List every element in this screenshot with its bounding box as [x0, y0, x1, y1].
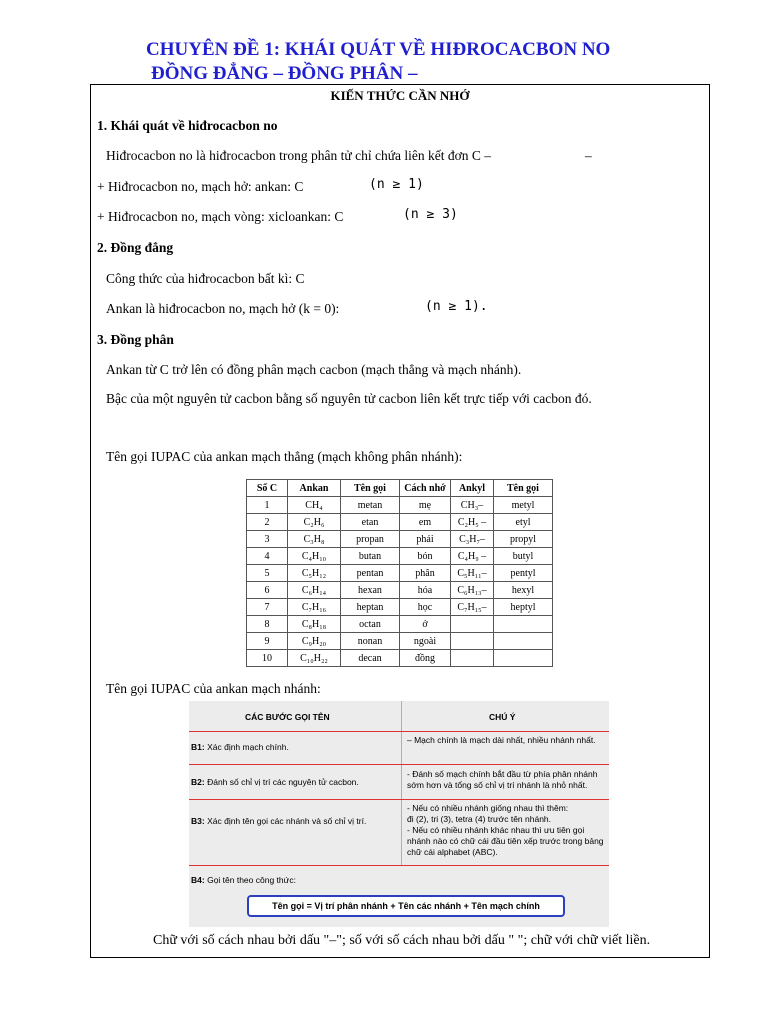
table-cell: C₆H₁₄: [288, 582, 341, 599]
table-cell: C₃H₈: [288, 531, 341, 548]
table-cell: ở: [400, 616, 451, 633]
section-3-heading: 3. Đồng phân: [97, 332, 174, 347]
table-header-row: [247, 480, 553, 497]
table-cell: C₈H₁₈: [288, 616, 341, 633]
table-cell: C₂H₅ –: [451, 514, 494, 531]
table-cell: 4: [247, 548, 288, 565]
table-cell: propyl: [494, 531, 553, 548]
alkane-formula-text: + Hiđrocacbon no, mạch hở: ankan: C: [97, 179, 304, 194]
table-cell: propan: [341, 531, 400, 548]
carbon-order-text: Bậc của một nguyên tử cacbon bằng số nguyên tử cacbon liên kết trực tiếp với cacbon đó.: [106, 391, 592, 406]
section-1-definition-tail: –: [585, 148, 592, 163]
step-b3: B3: Xác định tên gọi các nhánh và số chỉ vị trí.: [191, 816, 367, 826]
table-cell: 9: [247, 633, 288, 650]
box-header: KIẾN THỨC CẦN NHỚ: [330, 88, 470, 103]
table-cell: mẹ: [400, 497, 451, 514]
step-b4: B4: Gọi tên theo công thức:: [191, 875, 296, 885]
table-cell: hexyl: [494, 582, 553, 599]
alkane-definition-condition: (n ≥ 1).: [425, 299, 488, 314]
table-cell: butan: [341, 548, 400, 565]
table-cell: hexan: [341, 582, 400, 599]
section-2-heading: 2. Đồng đẳng: [97, 240, 174, 255]
table-cell: C₇H₁₆: [288, 599, 341, 616]
step-b2: B2: Đánh số chỉ vị trí các nguyên tử cacbon.: [191, 777, 359, 787]
table-cell: C₅H₁₁–: [451, 565, 494, 582]
table-cell: C₃H₇–: [451, 531, 494, 548]
table-cell: [451, 616, 494, 633]
section-1-heading: 1. Khái quát về hiđrocacbon no: [97, 118, 278, 133]
table-cell: [451, 633, 494, 650]
knowledge-box: [90, 84, 710, 958]
table-cell: 2: [247, 514, 288, 531]
table-header-cell: Ankan: [288, 480, 341, 497]
general-formula-text: Công thức của hiđrocacbon bất kì: C: [106, 271, 305, 286]
alkane-name-table: [246, 479, 553, 667]
table-header-cell: Ankyl: [451, 480, 494, 497]
table-row: [247, 565, 553, 582]
table-cell: 10: [247, 650, 288, 667]
isomer-text: Ankan từ C trở lên có đồng phân mạch cacbon (mạch thẳng và mạch nhánh).: [106, 362, 522, 377]
naming-steps-table: [189, 701, 609, 927]
table-row: [247, 582, 553, 599]
table-cell: CH₄: [288, 497, 341, 514]
steps-header-notes: CHÚ Ý: [489, 712, 516, 722]
table-cell: heptyl: [494, 599, 553, 616]
step-b1: B1: Xác định mạch chính.: [191, 742, 289, 752]
table-cell: metan: [341, 497, 400, 514]
table-cell: octan: [341, 616, 400, 633]
alkane-definition: Ankan là hiđrocacbon no, mạch hở (k = 0):: [106, 301, 340, 316]
step-row: [189, 765, 609, 800]
table-cell: CH₃–: [451, 497, 494, 514]
table-cell: đồng: [400, 650, 451, 667]
table-cell: phải: [400, 531, 451, 548]
table-cell: pentyl: [494, 565, 553, 582]
table-row: [247, 548, 553, 565]
step-row: [189, 732, 609, 765]
table-header-cell: Tên gọi: [494, 480, 553, 497]
table-row: [247, 497, 553, 514]
table-cell: C₇H₁₅–: [451, 599, 494, 616]
table-cell: C₁₀H₂₂: [288, 650, 341, 667]
table-cell: 7: [247, 599, 288, 616]
document-subtitle: ĐỒNG ĐẲNG – ĐỒNG PHÂN –: [151, 63, 418, 84]
table-cell: 8: [247, 616, 288, 633]
document-title: CHUYÊN ĐỀ 1: KHÁI QUÁT VỀ HIĐROCACBON NO: [146, 39, 611, 60]
steps-header-steps: CÁC BƯỚC GỌI TÊN: [245, 712, 330, 722]
table-cell: [494, 633, 553, 650]
section-1-definition: Hiđrocacbon no là hiđrocacbon trong phân tử chỉ chứa liên kết đơn C –: [106, 148, 492, 163]
naming-formula: Tên gọi = Vị trí phân nhánh + Tên các nhánh + Tên mạch chính: [247, 895, 565, 917]
table-cell: 1: [247, 497, 288, 514]
table-cell: 3: [247, 531, 288, 548]
table-cell: hóa: [400, 582, 451, 599]
table-cell: nonan: [341, 633, 400, 650]
table-row: [247, 650, 553, 667]
table-header-cell: Tên gọi: [341, 480, 400, 497]
table-cell: heptan: [341, 599, 400, 616]
table-cell: ngoài: [400, 633, 451, 650]
table-cell: butyl: [494, 548, 553, 565]
table-cell: pentan: [341, 565, 400, 582]
branched-naming-text: Tên gọi IUPAC của ankan mạch nhánh:: [106, 681, 321, 696]
straight-chain-naming-text: Tên gọi IUPAC của ankan mạch thẳng (mạch không phân nhánh):: [106, 449, 463, 464]
table-row: [247, 633, 553, 650]
table-header-cell: Số C: [247, 480, 288, 497]
cycloalkane-condition: (n ≥ 3): [403, 207, 458, 222]
table-row: [247, 531, 553, 548]
table-row: [247, 599, 553, 616]
alkane-condition: (n ≥ 1): [369, 177, 424, 192]
table-row: [247, 514, 553, 531]
table-cell: bón: [400, 548, 451, 565]
step-b1-note: – Mạch chính là mạch dài nhất, nhiều nhánh nhất.: [407, 735, 596, 745]
table-cell: 6: [247, 582, 288, 599]
table-cell: decan: [341, 650, 400, 667]
table-row: [247, 616, 553, 633]
table-cell: C₄H₁₀: [288, 548, 341, 565]
table-header-cell: Cách nhớ: [400, 480, 451, 497]
table-cell: [494, 650, 553, 667]
step-row: [189, 800, 609, 866]
cycloalkane-formula-text: + Hiđrocacbon no, mạch vòng: xicloankan: C: [97, 209, 344, 224]
steps-header-row: [189, 701, 609, 732]
table-cell: học: [400, 599, 451, 616]
table-cell: C₆H₁₃–: [451, 582, 494, 599]
table-body: [247, 497, 553, 667]
table-cell: metyl: [494, 497, 553, 514]
table-cell: C₉H₂₀: [288, 633, 341, 650]
table-cell: C₄H₉ –: [451, 548, 494, 565]
table-cell: [451, 650, 494, 667]
table-cell: em: [400, 514, 451, 531]
table-cell: 5: [247, 565, 288, 582]
table-cell: etyl: [494, 514, 553, 531]
table-cell: C₂H₆: [288, 514, 341, 531]
table-cell: etan: [341, 514, 400, 531]
table-cell: [494, 616, 553, 633]
table-cell: C₅H₁₂: [288, 565, 341, 582]
step-b2-note: - Đánh số mạch chính bắt đầu từ phía phân nhánh sớm hơn và tổng số chỉ vị trí nhánh là nhỏ nhất.: [407, 769, 598, 790]
punctuation-rule-note: Chữ với số cách nhau bởi dấu "–"; số với số cách nhau bởi dấu " "; chữ với chữ viết liền.: [153, 933, 651, 948]
step-b3-note: - Nếu có nhiều nhánh giống nhau thì thêm: đi (2), tri (3), tetra (4) trước tên nhánh. - Nếu có nhiều nhánh khác nhau thì ưu tiên gọi nhánh nào có chữ cái đầu tiên xếp trước trong bảng chữ cái alphabet (ABC).: [407, 803, 604, 857]
table-cell: phân: [400, 565, 451, 582]
